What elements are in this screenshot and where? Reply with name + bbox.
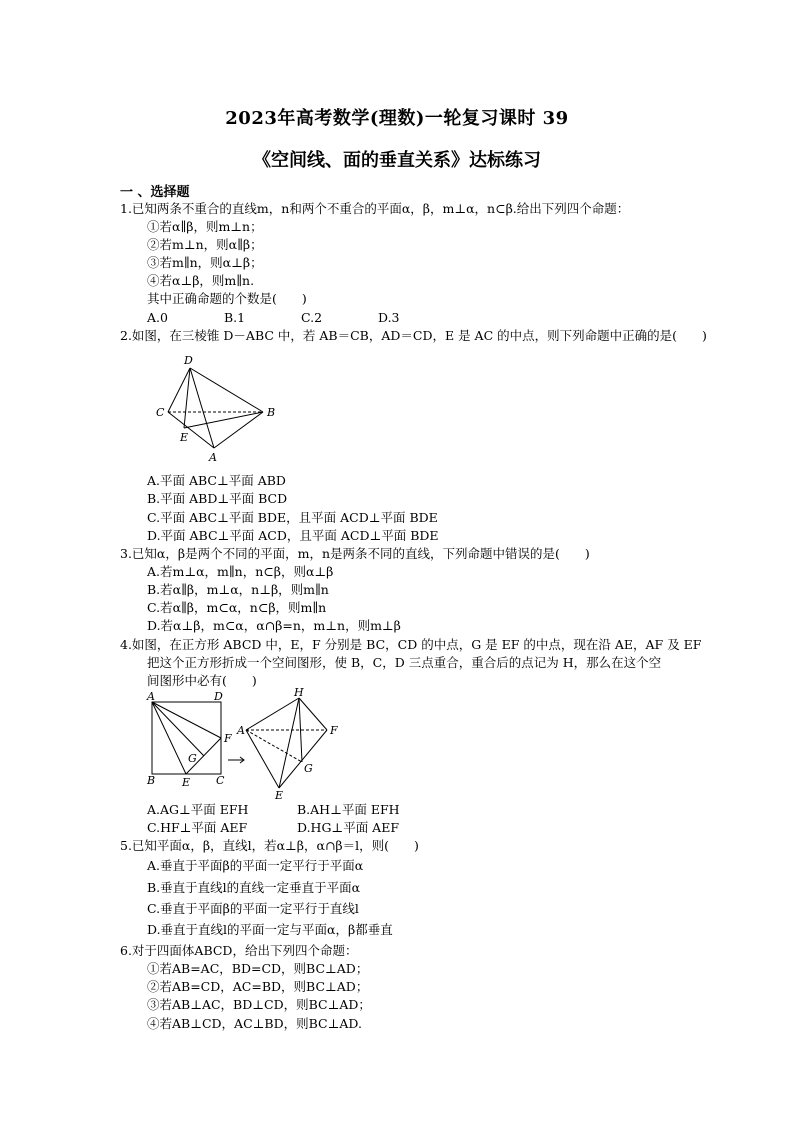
- q2-label-a: A: [209, 451, 217, 464]
- q6-item-1: ①若AB=AC，BD=CD，则BC⊥AD；: [147, 961, 369, 976]
- q2-label-b: B: [267, 406, 276, 419]
- q2-option-d: D.平面 ABC⊥平面 ACD，且平面 ACD⊥平面 BDE: [147, 528, 439, 543]
- q2-label-c: C: [156, 406, 165, 419]
- document-title: 2023年高考数学(理数)一轮复习课时 39: [225, 108, 569, 129]
- q4-label-a: A: [147, 690, 155, 703]
- q1-item-4: ④若α⊥β，则m∥n.: [147, 273, 255, 288]
- q4-label-g: G: [188, 752, 197, 765]
- q4-label-f: F: [224, 732, 232, 745]
- q4-label-h: H: [294, 688, 304, 699]
- q4-options-row-2: [147, 819, 447, 836]
- q1-stem: 1.已知两条不重合的直线m，n和两个不重合的平面α，β，m⊥α，n⊂β.给出下列四个命题：: [120, 201, 630, 216]
- q4-option-b: B.AH⊥平面 EFH: [297, 802, 400, 817]
- q4-option-a: A.AG⊥平面 EFH: [147, 802, 249, 817]
- q4-stem-line-1: 4.如图，在正方形 ABCD 中，E，F 分别是 BC，CD 的中点，G 是 EF 的中点，现在沿 AE，AF 及 EF: [120, 637, 702, 652]
- q4-option-d: D.HG⊥平面 AEF: [297, 820, 399, 835]
- document-subtitle: 《空间线、面的垂直关系》达标练习: [253, 150, 541, 171]
- section-heading: 一 、选择题: [120, 185, 190, 200]
- q4-stem-line-3: 间图形中必有( ): [147, 673, 257, 688]
- q1-option-a: A.0: [147, 310, 168, 325]
- q4-label-f2: F: [330, 724, 338, 737]
- q1-ask: 其中正确命题的个数是( ): [147, 291, 307, 306]
- q1-option-d: D.3: [378, 310, 400, 325]
- q3-option-a: A.若m⊥α，m∥n，n⊂β，则α⊥β: [147, 564, 334, 579]
- q1-options: [147, 309, 455, 326]
- q5-option-a: A.垂直于平面β的平面一定平行于平面α: [147, 858, 364, 873]
- q2-label-e: E: [180, 431, 189, 444]
- q4-folding-figure: [144, 688, 344, 800]
- q1-option-c: C.2: [301, 310, 323, 325]
- q1-item-3: ③若m∥n，则α⊥β；: [147, 255, 263, 270]
- q2-option-a: A.平面 ABC⊥平面 ABD: [147, 473, 286, 488]
- q3-option-b: B.若α∥β，m⊥α，n⊥β，则m∥n: [147, 582, 329, 597]
- q5-option-b: B.垂直于直线l的直线一定垂直于平面α: [147, 880, 361, 895]
- q4-label-c: C: [216, 774, 225, 787]
- q5-option-d: D.垂直于直线l的平面一定与平面α，β都垂直: [147, 922, 393, 937]
- q2-tetrahedron-figure: [148, 350, 288, 464]
- q4-label-a2: A: [237, 724, 245, 737]
- q6-item-4: ④若AB⊥CD，AC⊥BD，则BC⊥AD.: [147, 1016, 362, 1031]
- q1-item-2: ②若m⊥n，则α∥β；: [147, 237, 263, 252]
- q5-stem: 5.已知平面α，β，直线l，若α⊥β，α∩β＝l，则( ): [120, 838, 419, 853]
- q2-option-c: C.平面 ABC⊥平面 BDE，且平面 ACD⊥平面 BDE: [147, 510, 438, 525]
- q1-item-1: ①若α∥β，则m⊥n；: [147, 219, 263, 234]
- q6-stem: 6.对于四面体ABCD，给出下列四个命题：: [120, 943, 358, 958]
- q1-option-b: B.1: [224, 310, 246, 325]
- q6-item-3: ③若AB⊥AC，BD⊥CD，则BC⊥AD；: [147, 997, 371, 1012]
- q4-stem-line-2: 把这个正方形折成一个空间图形，使 B，C，D 三点重合，重合后的点记为 H，那么在这个空: [147, 655, 662, 670]
- q2-option-b: B.平面 ABD⊥平面 BCD: [147, 491, 288, 506]
- q6-item-2: ②若AB=CD，AC=BD，则BC⊥AD；: [147, 979, 369, 994]
- q4-option-c: C.HF⊥平面 AEF: [147, 820, 248, 835]
- q4-label-g2: G: [304, 762, 313, 775]
- q2-label-d: D: [184, 354, 193, 367]
- q4-options-row-1: [147, 801, 447, 818]
- q5-option-c: C.垂直于平面β的平面一定平行于直线l: [147, 901, 359, 916]
- q4-label-e2: E: [275, 789, 284, 800]
- q4-label-e: E: [182, 776, 191, 789]
- q4-label-d: D: [214, 690, 223, 703]
- q2-stem: 2.如图，在三棱锥 D－ABC 中，若 AB＝CB，AD＝CD，E 是 AC 的中点，则下列命题中正确的是( ): [120, 328, 707, 343]
- q3-option-d: D.若α⊥β，m⊂α，α∩β=n，m⊥n，则m⊥β: [147, 618, 401, 633]
- q4-label-b: B: [147, 774, 156, 787]
- q3-option-c: C.若α∥β，m⊂α，n⊂β，则m∥n: [147, 600, 327, 615]
- q3-stem: 3.已知α，β是两个不同的平面，m，n是两条不同的直线，下列命题中错误的是( ): [120, 546, 590, 561]
